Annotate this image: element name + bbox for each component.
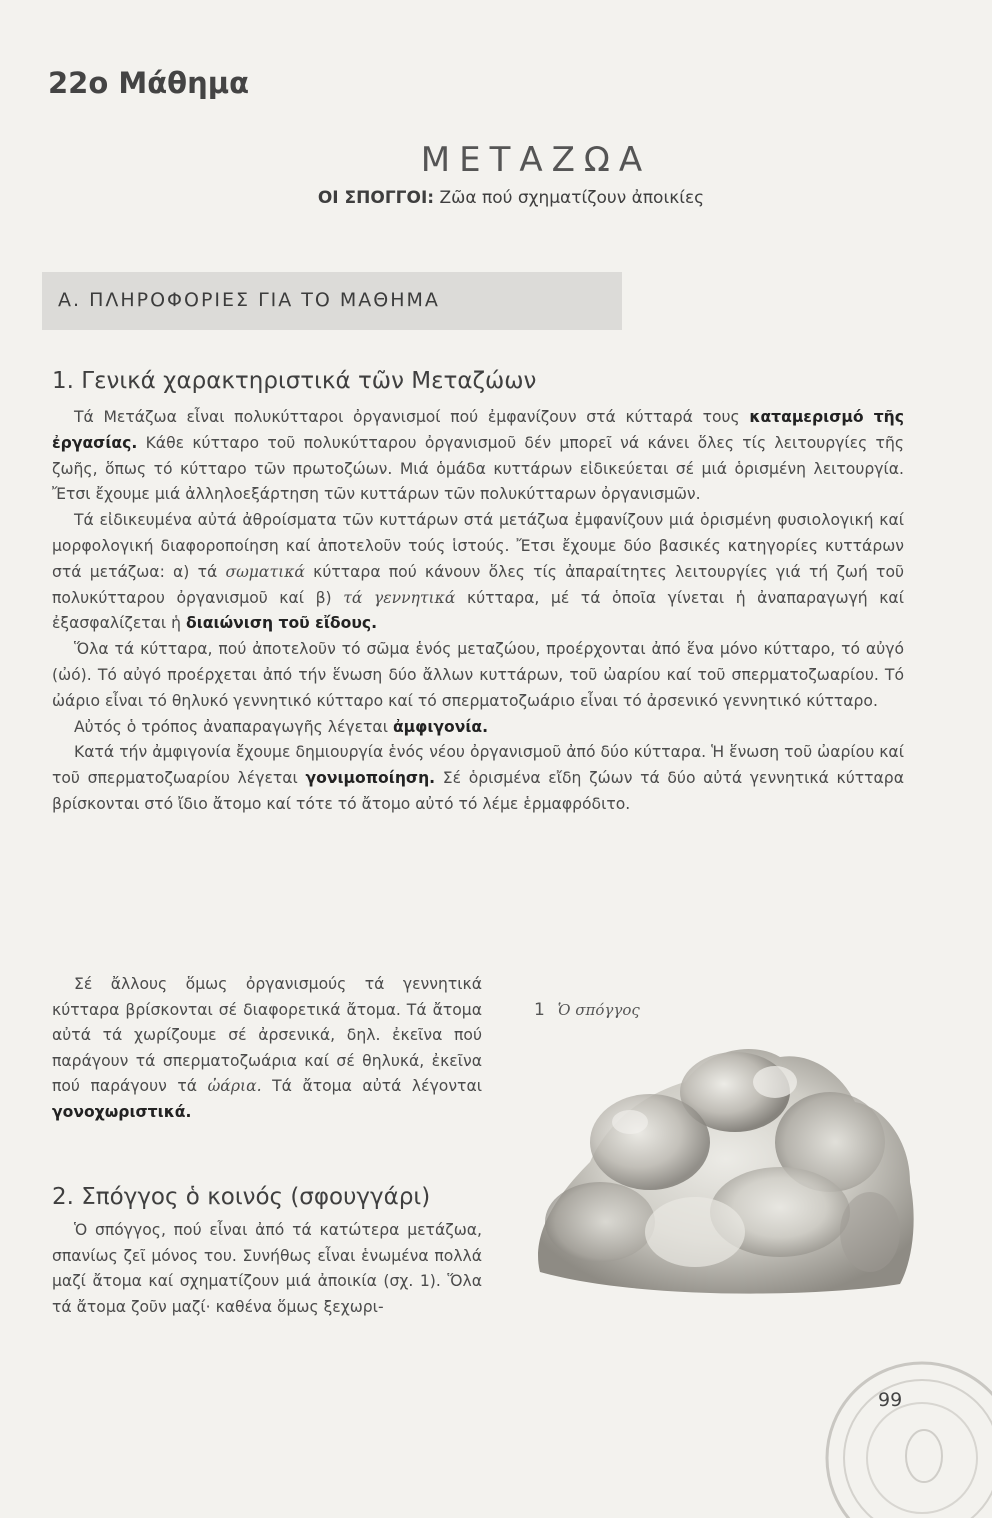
section-1-heading: 1. Γενικά χαρακτηριστικά τῶν Μεταζώων — [52, 368, 537, 394]
stamp-seal — [812, 1358, 992, 1518]
p6-text-2: Τά ἄτομα αὐτά λέγονται — [261, 1077, 482, 1096]
p2-text-1: Τά εἰδικευμένα αὐτά ἀθροίσματα τῶν κυττάρων στά μετάζωα ἐμφανίζουν μιά ὁρισμένη φυσιολογική καί μορφολογική διαφοροποίηση καί ἀποτελοῦν τούς ἱστούς. Ἔτσι ἔχουμε δύο βασικές κατηγορίες κυττάρων στά μετάζωα: α) τά — [52, 511, 904, 581]
p2-bold-1: διαιώνιση τοῦ εἴδους. — [186, 614, 378, 633]
p2-text-2: κύτταρα πού κάνουν ὅλες τίς ἀπαραίτητες λειτουργίες γιά τή ζωή τοῦ πολυκύτταρου ὀργανισμοῦ καί β) — [52, 562, 905, 607]
paragraph-3: Ὅλα τά κύτταρα, πού ἀποτελοῦν τό σῶμα ἑνός μεταζώου, προέρχονται ἀπό ἕνα μόνο κύτταρο, τό αὐγό (ὠό). Τό αὐγό προέρχεται ἀπό τήν ἕνωση δύο ἄλλων κυττάρων, τοῦ ὠαρίου καί τοῦ σπερματοζωαρίου. Τό ὠάριο εἶναι τό θηλυκό γεννητικό κύτταρο καί τό σπερματοζωάριο εἶναι τό ἀρσενικό γεννητικό κύτταρο. — [52, 640, 904, 710]
chapter-subtitle — [0, 188, 992, 208]
paragraph-4 — [52, 715, 904, 741]
p1-bold-1: καταμερισμό τῆς ἐργασίας. — [52, 408, 904, 452]
chapter-title: ΜΕΤΑΖΩΑ — [420, 140, 652, 180]
p1-text-2: Κάθε κύτταρο τοῦ πολυκύτταρου ὀργανισμοῦ δέν μπορεῖ νά κάνει ὅλες τίς λειτουργίες τῆς ζωῆς, ὅπως τό κύτταρο τῶν πρωτοζώων. Μιά ὁμάδα κυττάρων εἰδικεύεται σέ μιά ὁρισμένη λειτουργία. Ἔτσι ἔχουμε μιά ἀλληλοεξάρτηση τῶν κυττάρων τῶν πολυκύτταρων ὀργανισμῶν. — [52, 433, 904, 504]
paragraph-6 — [52, 972, 482, 1126]
p1-text-1: Τά Μετάζωα εἶναι πολυκύτταροι ὀργανισμοί πού ἐμφανίζουν στά κύτταρά τους — [74, 408, 750, 426]
p5-text-1: Κατά τήν ἀμφιγονία ἔχουμε δημιουργία ἑνός νέου ὀργανισμοῦ ἀπό δύο κύτταρα. Ἡ ἕνωση τοῦ ὠαρίου καί τοῦ σπερματοζωαρίου λέγεται — [52, 743, 904, 788]
p6-bold-1: γονοχωριστικά. — [52, 1102, 192, 1121]
paragraph-1 — [52, 405, 904, 508]
p5-text-2: Σέ ὁρισμένα εἴδη ζώων τά δύο αὐτά γεννητικά κύτταρα βρίσκονται στό ἴδιο ἄτομο καί τότε τό ἄτομο αὐτό τό λέμε ἑρμαφρόδιτο. — [52, 769, 904, 813]
p2-italic-2: τά γεννητικά — [343, 588, 456, 607]
body-text-column-1 — [52, 972, 482, 1126]
p5-bold-1: γονιμοποίηση. — [305, 769, 436, 788]
page-number: 99 — [878, 1389, 903, 1411]
p6-italic-1: ὠάρια. — [207, 1077, 262, 1096]
p2-italic-1: σωματικά — [225, 562, 305, 581]
p4-bold-1: ἀμφιγονία. — [392, 717, 489, 736]
paragraph-2 — [52, 508, 904, 637]
p2-text-3: κύτταρα, μέ τά ὁποῖα γίνεται ἡ ἀναπαραγωγή καί ἐξασφαλίζεται ἡ — [52, 588, 904, 633]
figure-caption — [534, 1000, 640, 1020]
sponge-illustration — [520, 1022, 920, 1302]
library-stamp — [812, 1358, 992, 1518]
section-a-heading: Α. ΠΛΗΡΟΦΟΡΙΕΣ ΓΙΑ ΤΟ ΜΑΘΗΜΑ — [58, 289, 440, 311]
p6-text-1: Σέ ἄλλους ὅμως ὀργανισμούς τά γεννητικά κύτταρα βρίσκονται σέ διαφορετικά ἄτομα. Τά ἄτομα αὐτά τά χωρίζουμε σέ ἀρσενικά, δηλ. ἐκεῖνα πού παράγουν τά σπερματοζωάρια καί σέ θηλυκά, ἐκεῖνα πού παράγουν τά — [52, 975, 482, 1096]
figure-number: 1 — [534, 1000, 545, 1020]
body-text-column-2 — [52, 1218, 482, 1320]
lesson-label: 22ο Μάθημα — [48, 66, 249, 100]
figure-caption-text: Ὁ σπόγγος — [557, 1001, 640, 1019]
p4-text-1: Αὐτός ὁ τρόπος ἀναπαραγωγῆς λέγεται — [74, 717, 393, 736]
subtitle-rest: Ζῶα πού σχηματίζουν ἀποικίες — [439, 188, 705, 208]
sponge-photo-image — [520, 1022, 920, 1302]
paragraph-5 — [52, 740, 904, 817]
paragraph-7: Ὁ σπόγγος, πού εἶναι ἀπό τά κατώτερα μετάζωα, σπανίως ζεῖ μόνος του. Συνήθως εἶναι ἑνωμένα πολλά μαζί ἄτομα καί σχηματίζουν μιά ἀποικία (σχ. 1). Ὅλα τά ἄτομα ζοῦν μαζί· καθένα ὅμως ξεχωρι- — [52, 1221, 482, 1316]
section-2-heading: 2. Σπόγγος ὁ κοινός (σφουγγάρι) — [52, 1184, 431, 1210]
section-a-banner — [42, 272, 622, 330]
body-text-full-width — [52, 405, 904, 818]
subtitle-caps: ΟΙ ΣΠΟΓΓΟΙ: — [317, 188, 435, 208]
